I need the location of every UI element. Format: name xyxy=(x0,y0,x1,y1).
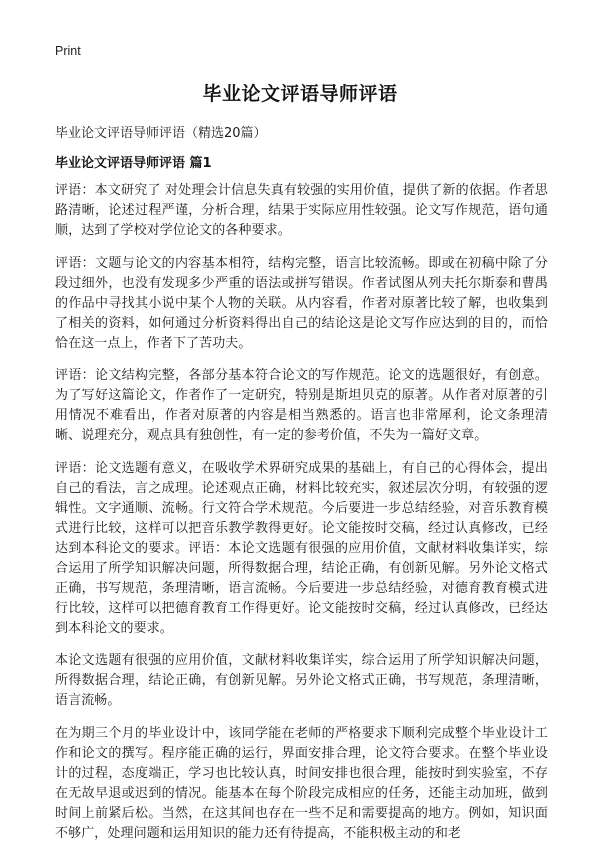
paragraph-1: 评语：本文研究了 对处理会计信息失真有较强的实用价值，提供了新的依据。作者思路清晰，论述过程严谨，分析合理，结果于实际应用性较强。论文写作规范，语句通顺，达到了学校对学位论文的各种要求。 xyxy=(55,183,548,238)
paragraph-5: 本论文选题有很强的应用价值，文献材料收集详实，综合运用了所学知识解决问题，所得数据合理，结论正确，有创新见解。另外论文格式正确，书写规范，条理清晰，语言流畅。 xyxy=(55,653,548,708)
page-title: 毕业论文评语导师评语 xyxy=(202,83,398,105)
paragraph-6: 在为期三个月的毕业设计中，该同学能在老师的严格要求下顺利完成整个毕业设计工作和论文的撰写。程序能正确的运行，界面安排合理，论文符合要求。在整个毕业设计的过程，态度端正，学习也比较认真，时间安排也很合理，能按时到实验室，不存在无故早退或迟到的情况。能基本在每个阶段完成相应的任务，还能主动加班，做到时间上前紧后松。当然，在这其间也存在一些不足和需要提高的地方。例如，知识面不够广，处理问题和运用知识的能力还有待提高，不能积极主动的和老 xyxy=(55,725,548,841)
print-link[interactable]: Print xyxy=(55,44,81,58)
paragraph-2: 评语：文题与论文的内容基本相符，结构完整，语言比较流畅。即或在初稿中除了分段过细外，也没有发现多少严重的语法或拼写错误。作者试图从列夫托尔斯泰和曹禺的作品中寻找其小说中某个人物的关联。从内容看，作者对原著比较了解，也收集到了相关的资料，如何通过分析资料得出自己的结论这是论文写作应达到的目的，而恰恰在这一点上，作者下了苦功夫。 xyxy=(55,255,548,351)
paragraph-3: 评语：论文结构完整，各部分基本符合论文的写作规范。论文的选题很好，有创意。为了写好这篇论文，作者作了一定研究，特别是斯坦贝克的原著。从作者对原著的引用情况不难看出，作者对原著的内容是相当熟悉的。语言也非常犀利，论文条理清晰、说理充分，观点具有独创性，有一定的参考价值，不失为一篇好文章。 xyxy=(55,368,548,443)
paragraph-4: 评语：论文选题有意义，在吸收学术界研究成果的基础上，有自己的心得体会，提出自己的看法，言之成理。论述观点正确，材料比较充实，叙述层次分明，有较强的逻辑性。文字通顺、流畅。行文符合学术规范。今后要进一步总结经验，对音乐教育模式进行比较，这样可以把音乐教学教得更好。论文能按时交稿，经过认真修改，已经达到本科论文的要求。评语：本论文选题有很强的应用价值，文献材料收集详实，综合运用了所学知识解决问题，所得数据合理，结论正确，有创新见解。另外论文格式正确，书写规范，条理清晰，语言流畅。今后要进一步总结经验，对德育教育模式进行比较，这样可以把德育教育工作得更好。论文能按时交稿，经过认真修改，已经达到本科论文的要求。 xyxy=(55,460,548,636)
document-body xyxy=(55,181,548,856)
document-subtitle: 毕业论文评语导师评语（精选20篇） xyxy=(55,126,267,141)
section-heading: 毕业论文评语导师评语 篇1 xyxy=(55,156,212,171)
